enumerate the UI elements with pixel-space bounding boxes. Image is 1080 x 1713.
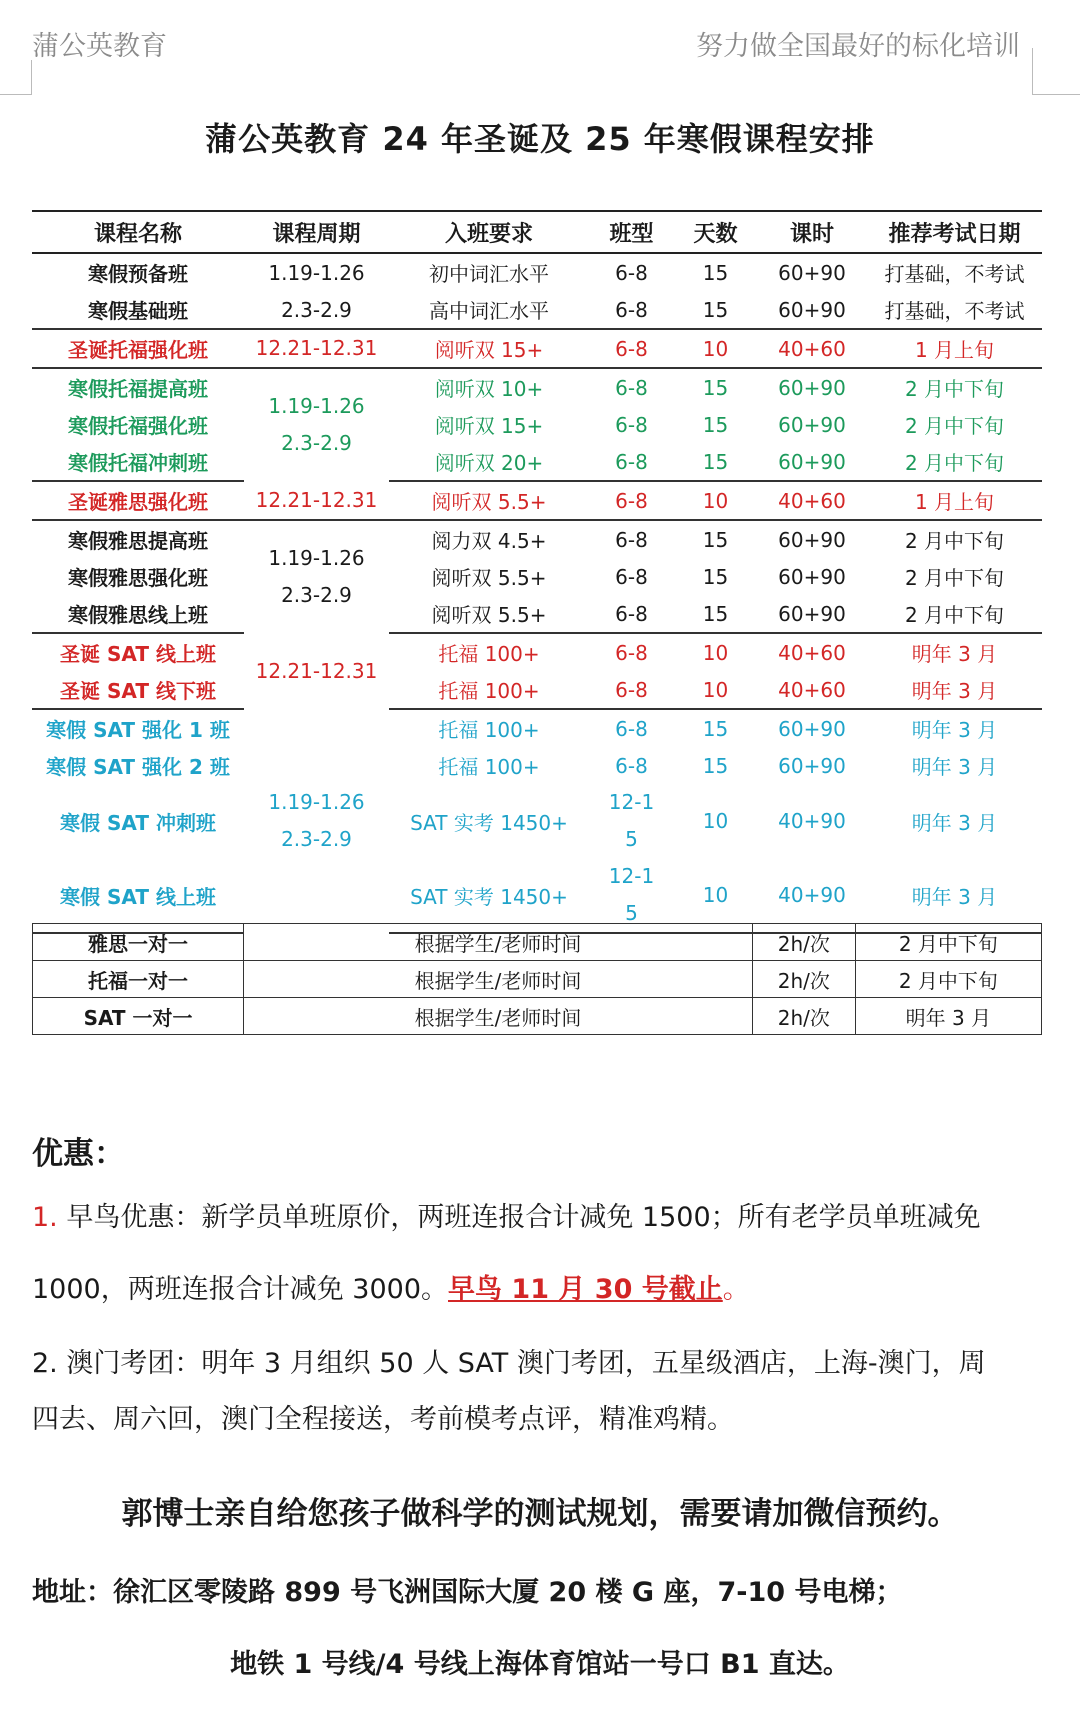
oto-hours: 2h/次 <box>752 998 855 1035</box>
course-period: 12.21-12.31 <box>255 658 378 683</box>
days: 15 <box>702 527 729 552</box>
header-corner-line <box>1032 94 1080 95</box>
course-name: 寒假雅思提高班 <box>68 529 208 553</box>
table-row <box>32 558 1042 595</box>
table-row <box>32 329 1042 368</box>
header-slogan: 努力做全国最好的标化培训 <box>696 31 1020 62</box>
table-header-row <box>32 211 1042 253</box>
hours: 60+90 <box>757 595 867 633</box>
class-size: 6-8 <box>615 564 648 589</box>
hours: 40+60 <box>778 640 846 665</box>
exam-date: 明年 3 月 <box>911 642 998 666</box>
metro-text: 地铁 1 号线/4 号线上海体育馆站一号口 B1 直达。 <box>230 1649 850 1680</box>
days: 10 <box>674 329 757 368</box>
hours: 60+90 <box>778 412 846 437</box>
table-row <box>32 671 1042 709</box>
oto-exam-date: 2 月中下旬 <box>855 961 1041 998</box>
header-course-period: 课程周期 <box>244 211 389 253</box>
class-size: 6-8 <box>615 375 648 400</box>
period-line: 2.3-2.9 <box>281 827 352 851</box>
oto-exam-date: 明年 3 月 <box>855 998 1041 1035</box>
table-row <box>32 784 1042 858</box>
hours: 60+90 <box>778 716 846 741</box>
header-brand: 蒲公英教育 <box>32 31 167 62</box>
header-class-size: 班型 <box>589 211 674 253</box>
course-name: 寒假雅思强化班 <box>68 566 208 590</box>
course-schedule-table <box>32 210 1042 934</box>
entry-requirement: 托福 100+ <box>438 718 540 742</box>
hours: 40+60 <box>757 481 867 520</box>
hours: 60+90 <box>778 527 846 552</box>
days: 15 <box>674 291 757 329</box>
course-name: 寒假 SAT 冲刺班 <box>60 810 216 835</box>
days: 10 <box>702 640 729 665</box>
table-row <box>32 368 1042 406</box>
course-period <box>244 520 389 633</box>
table-row <box>32 747 1042 784</box>
class-size: 6-8 <box>615 640 648 665</box>
exam-date: 2 月中下旬 <box>904 377 1005 401</box>
class-size: 6-8 <box>615 753 648 778</box>
class-size: 6-8 <box>589 291 674 329</box>
exam-date: 明年 3 月 <box>911 755 998 779</box>
macau-trip-text: 2. 澳门考团：明年 3 月组织 50 人 SAT 澳门考团，五星级酒店，上海-澳门，周 <box>32 1348 986 1379</box>
entry-requirement: 高中词汇水平 <box>389 291 589 329</box>
course-period: 12.21-12.31 <box>244 481 389 520</box>
class-size: 6-8 <box>589 481 674 520</box>
page-header <box>0 0 1080 96</box>
oto-time: 根据学生/老师时间 <box>244 924 753 961</box>
oto-course-name: SAT 一对一 <box>33 998 244 1035</box>
exam-date: 2 月中下旬 <box>904 414 1005 438</box>
days: 15 <box>702 412 729 437</box>
class-size: 6-8 <box>615 527 648 552</box>
one-to-one-table <box>32 923 1042 1035</box>
course-name: 寒假预备班 <box>88 262 188 286</box>
table-row <box>32 406 1042 443</box>
oto-course-name: 雅思一对一 <box>33 924 244 961</box>
course-period: 2.3-2.9 <box>244 291 389 329</box>
course-period <box>244 368 389 481</box>
entry-requirement: 阅听双 5.5+ <box>431 566 547 590</box>
hours: 60+90 <box>757 443 867 481</box>
course-name: 寒假 SAT 强化 2 班 <box>46 755 230 779</box>
exam-date: 1 月上旬 <box>867 329 1042 368</box>
class-size: 6-8 <box>615 716 648 741</box>
header-hours: 课时 <box>757 211 867 253</box>
entry-requirement: 阅听双 15+ <box>434 414 544 438</box>
period-line: 2.3-2.9 <box>281 583 352 607</box>
entry-requirement: 阅力双 4.5+ <box>431 529 547 553</box>
course-name: 寒假 SAT 强化 1 班 <box>46 718 230 742</box>
days: 15 <box>702 375 729 400</box>
hours: 60+90 <box>778 753 846 778</box>
header-corner-line <box>0 94 32 95</box>
address-text: 地址：徐汇区零陵路 899 号飞洲国际大厦 20 楼 G 座，7-10 号电梯； <box>32 1577 903 1608</box>
early-bird-text-2: 1000，两班连报合计减免 3000。 <box>32 1274 449 1305</box>
header-days: 天数 <box>674 211 757 253</box>
exam-date: 明年 3 月 <box>911 718 998 742</box>
exam-date: 明年 3 月 <box>867 671 1042 709</box>
item-number: 1. <box>32 1202 58 1233</box>
days: 10 <box>674 671 757 709</box>
discount-item-early-bird <box>32 1198 1042 1310</box>
class-size: 6-8 <box>589 443 674 481</box>
course-name: 寒假基础班 <box>32 291 244 329</box>
exam-date: 明年 3 月 <box>911 810 998 835</box>
days: 15 <box>702 564 729 589</box>
header-entry-requirement: 入班要求 <box>389 211 589 253</box>
early-bird-line2 <box>32 1270 1042 1310</box>
days: 15 <box>674 595 757 633</box>
exam-date: 打基础，不考试 <box>884 262 1025 286</box>
days: 10 <box>674 858 757 933</box>
class-size: 6-8 <box>589 595 674 633</box>
course-period: 1.19-1.26 <box>268 260 365 285</box>
discount-item-macau-trip <box>32 1344 1042 1440</box>
course-period: 12.21-12.31 <box>244 329 389 368</box>
class-size: 6-8 <box>589 329 674 368</box>
period-line: 1.19-1.26 <box>268 546 365 570</box>
oto-hours: 2h/次 <box>752 924 855 961</box>
table-row <box>33 961 1042 998</box>
course-name: 寒假 SAT 线上班 <box>32 858 244 933</box>
hours: 60+90 <box>778 564 846 589</box>
exam-date: 2 月中下旬 <box>867 443 1042 481</box>
entry-requirement: 阅听双 15+ <box>389 329 589 368</box>
course-name: 寒假托福冲刺班 <box>32 443 244 481</box>
entry-requirement: 初中词汇水平 <box>429 262 549 286</box>
exam-date: 2 月中下旬 <box>867 595 1042 633</box>
class-size: 6-8 <box>589 671 674 709</box>
table-row <box>32 520 1042 558</box>
exam-date: 1 月上旬 <box>867 481 1042 520</box>
course-name: 寒假雅思线上班 <box>32 595 244 633</box>
oto-course-name: 托福一对一 <box>33 961 244 998</box>
oto-time: 根据学生/老师时间 <box>244 961 753 998</box>
entry-requirement: 托福 100+ <box>438 755 540 779</box>
hours: 40+90 <box>757 858 867 933</box>
promo-text: 郭博士亲自给您孩子做科学的测试规划，需要请加微信预约。 <box>121 1496 959 1532</box>
entry-requirement: 阅听双 20+ <box>389 443 589 481</box>
class-size <box>589 858 674 933</box>
hours: 60+90 <box>757 291 867 329</box>
days: 10 <box>702 809 729 833</box>
discount-heading: 优惠： <box>32 1136 125 1172</box>
entry-requirement: 阅听双 10+ <box>434 377 544 401</box>
oto-exam-date: 2 月中下旬 <box>855 924 1041 961</box>
table-row <box>32 633 1042 671</box>
header-corner-tick <box>31 60 32 94</box>
table-row <box>32 443 1042 481</box>
header-corner-tick <box>1032 48 1033 94</box>
hours: 60+90 <box>778 260 846 285</box>
period-line: 1.19-1.26 <box>268 394 365 418</box>
hours: 40+60 <box>757 329 867 368</box>
entry-requirement: 阅听双 5.5+ <box>389 481 589 520</box>
exam-date: 2 月中下旬 <box>904 529 1005 553</box>
early-bird-deadline: 早鸟 11 月 30 号截止 <box>448 1274 723 1305</box>
course-name: 圣诞 SAT 线上班 <box>60 642 216 666</box>
exam-date: 明年 3 月 <box>867 858 1042 933</box>
course-name: 寒假托福强化班 <box>68 414 208 438</box>
class-size-line: 12-1 <box>608 790 655 814</box>
entry-requirement: 阅听双 5.5+ <box>389 595 589 633</box>
macau-trip-text-2: 四去、周六回，澳门全程接送，考前模考点评，精准鸡精。 <box>32 1404 734 1435</box>
header-course-name: 课程名称 <box>32 211 244 253</box>
oto-time: 根据学生/老师时间 <box>244 998 753 1035</box>
table-row <box>33 924 1042 961</box>
days: 15 <box>674 443 757 481</box>
table-row <box>32 858 1042 933</box>
class-size <box>589 784 674 858</box>
period-line: 1.19-1.26 <box>268 790 365 814</box>
exam-date: 2 月中下旬 <box>904 566 1005 590</box>
table-row <box>32 709 1042 747</box>
entry-requirement: SAT 实考 1450+ <box>410 810 568 835</box>
table-row <box>32 481 1042 520</box>
table-row <box>32 291 1042 329</box>
oto-hours: 2h/次 <box>752 961 855 998</box>
course-name: 寒假托福提高班 <box>68 377 208 401</box>
class-size: 6-8 <box>615 412 648 437</box>
header-exam-date: 推荐考试日期 <box>867 211 1042 253</box>
class-size: 6-8 <box>615 260 648 285</box>
days: 15 <box>702 260 729 285</box>
class-size-line: 12-1 <box>608 864 655 888</box>
class-size-line: 5 <box>625 901 638 925</box>
entry-requirement: SAT 实考 1450+ <box>389 858 589 933</box>
hours: 40+90 <box>778 809 846 833</box>
document-title: 蒲公英教育 24 年圣诞及 25 年寒假课程安排 <box>205 120 875 158</box>
table-row <box>33 998 1042 1035</box>
days: 15 <box>702 716 729 741</box>
course-name: 圣诞雅思强化班 <box>32 481 244 520</box>
hours: 40+60 <box>757 671 867 709</box>
period-line: 2.3-2.9 <box>281 431 352 455</box>
entry-requirement: 托福 100+ <box>438 642 540 666</box>
class-size-line: 5 <box>625 827 638 851</box>
table-row <box>32 595 1042 633</box>
course-name: 圣诞 SAT 线下班 <box>32 671 244 709</box>
deadline-period: 。 <box>722 1274 750 1305</box>
table-row <box>32 253 1042 291</box>
exam-date: 打基础，不考试 <box>867 291 1042 329</box>
days: 10 <box>674 481 757 520</box>
days: 15 <box>702 753 729 778</box>
early-bird-text: 早鸟优惠：新学员单班原价，两班连报合计减免 1500；所有老学员单班减免 <box>57 1202 981 1233</box>
course-name: 圣诞托福强化班 <box>32 329 244 368</box>
entry-requirement: 托福 100+ <box>389 671 589 709</box>
course-period <box>244 709 389 933</box>
hours: 60+90 <box>778 375 846 400</box>
